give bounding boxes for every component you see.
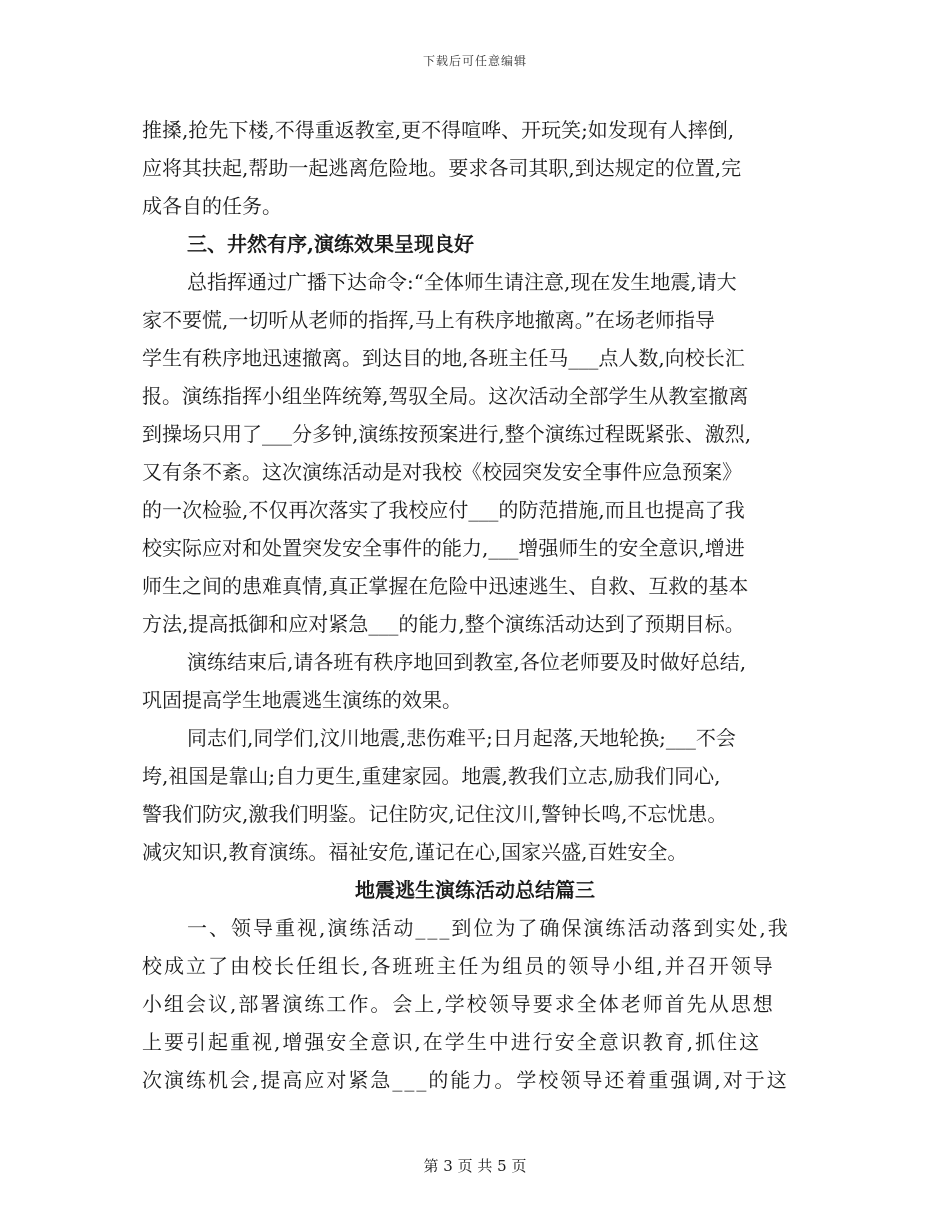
body-line: 警我们防灾,激我们明鉴。记住防灾,记住汶川,警钟长鸣,不忘忧患。 <box>142 802 728 826</box>
article-title: 地震逃生演练活动总结篇三 <box>355 878 595 902</box>
body-line: 校成立了由校长任组长,各班班主任为组员的领导小组,并召开领导 <box>142 954 775 978</box>
body-line: 的一次检验,不仅再次落实了我校应付___的防范措施,而且也提高了我 <box>142 498 745 522</box>
body-line: 成各自的任务。 <box>142 194 282 218</box>
body-line: 推搡,抢先下楼,不得重返教室,更不得喧哗、开玩笑;如发现有人摔倒, <box>142 118 735 142</box>
body-line: 又有条不紊。这次演练活动是对我校《校园突发安全事件应急预案》 <box>142 460 742 484</box>
body-line: 演练结束后,请各班有秩序地回到教室,各位老师要及时做好总结, <box>187 650 747 674</box>
section-heading: 三、井然有序,演练效果呈现良好 <box>187 232 474 256</box>
body-line: 减灾知识,教育演练。福祉安危,谨记在心,国家兴盛,百姓安全。 <box>142 840 688 864</box>
body-line: 巩固提高学生地震逃生演练的效果。 <box>142 688 462 712</box>
body-line: 总指挥通过广播下达命令:“全体师生请注意,现在发生地震,请大 <box>187 270 737 294</box>
body-line: 次演练机会,提高应对紧急___的能力。学校领导还着重强调,对于这 <box>142 1068 789 1092</box>
body-line: 师生之间的患难真情,真正掌握在危险中迅速逃生、自救、互救的基本 <box>142 574 749 598</box>
body-line: 应将其扶起,帮助一起逃离危险地。要求各司其职,到达规定的位置,完 <box>142 156 742 180</box>
body-line: 学生有秩序地迅速撤离。到达目的地,各班主任马___点人数,向校长汇 <box>142 346 745 370</box>
page-number: 第 3 页 共 5 页 <box>423 1157 527 1175</box>
document-body <box>142 112 814 1100</box>
body-line: 同志们,同学们,汶川地震,悲伤难平;日月起落,天地轮换;___不会 <box>187 726 736 750</box>
body-line: 小组会议,部署演练工作。会上,学校领导要求全体老师首先从思想 <box>142 992 775 1016</box>
body-line: 方法,提高抵御和应对紧急___的能力,整个演练活动达到了预期目标。 <box>142 612 745 636</box>
body-line: 校实际应对和处置突发安全事件的能力,___增强师生的安全意识,增进 <box>142 536 745 560</box>
body-line: 上要引起重视,增强安全意识,在学生中进行安全意识教育,抓住这 <box>142 1030 762 1054</box>
body-line: 家不要慌,一切听从老师的指挥,马上有秩序地撤离。”在场老师指导 <box>142 308 715 332</box>
body-line: 到操场只用了___分多钟,演练按预案进行,整个演练过程既紧张、激烈, <box>142 422 752 446</box>
body-line: 垮,祖国是靠山;自力更生,重建家园。地震,教我们立志,励我们同心, <box>142 764 721 788</box>
body-line: 一、领导重视,演练活动___到位为了确保演练活动落到实处,我 <box>187 916 790 940</box>
page-header: 下载后可任意编辑 <box>422 54 527 68</box>
body-line: 报。演练指挥小组坐阵统筹,驾驭全局。这次活动全部学生从教室撤离 <box>142 384 749 408</box>
